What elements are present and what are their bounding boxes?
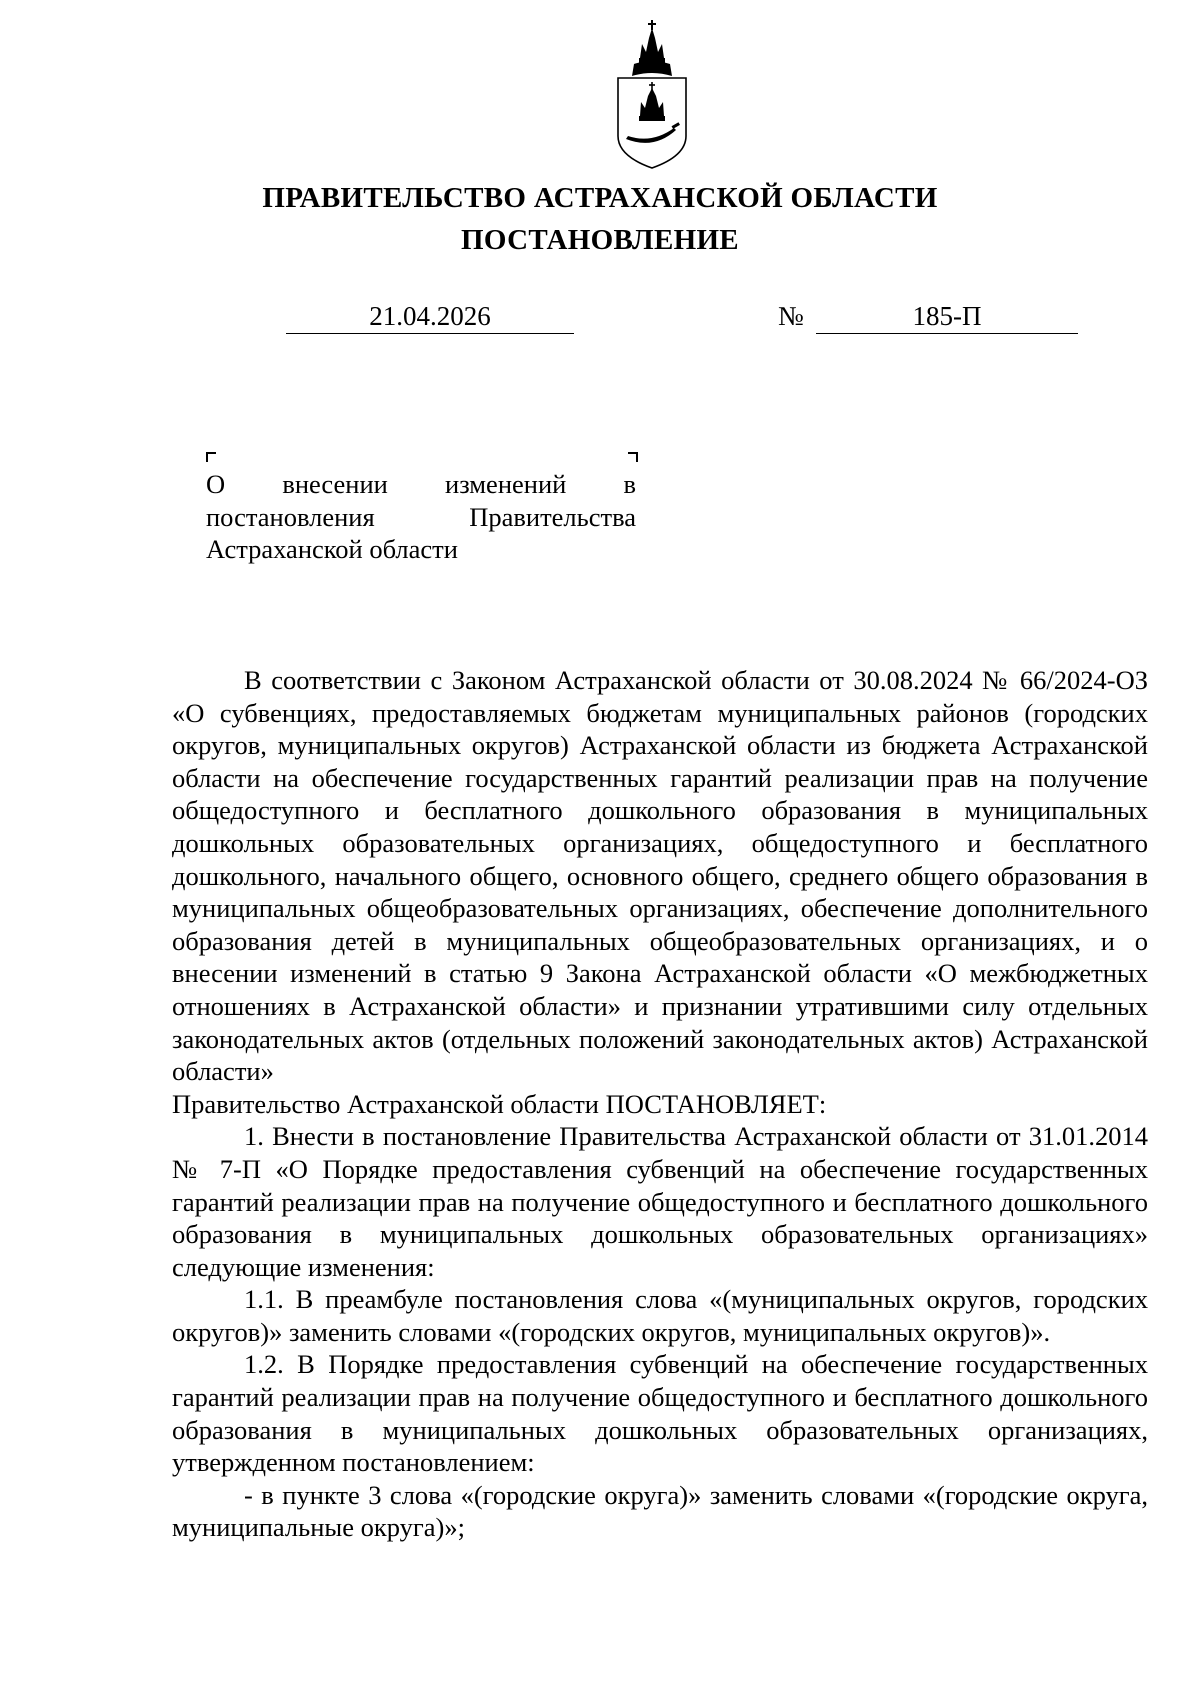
resolves-paragraph: Правительство Астраханской области ПОСТАНОВЛЯЕТ:: [172, 1088, 827, 1119]
clause-1-paragraph: 1. Внести в постановление Правительства Астраханской области от 31.01.2014 № 7-П «О Порядке предоставления субвенций на обеспечение государственных гарантий реализации прав на получение общедоступного и бесплатного дошкольного образования в муниципальных дошкольных образовательных организациях» следующие изменения:: [172, 1121, 1148, 1282]
clause-1-1-paragraph: 1.1. В преамбуле постановления слова «(муниципальных округов, городских округов)» заменить словами «(городских округов, муниципальных округов)».: [172, 1284, 1148, 1347]
clause-bullet-1-paragraph: - в пункте 3 слова «(городские округа)» заменить словами «(городские округа, муниципальные округа)»;: [172, 1479, 1148, 1543]
document-type-title: ПОСТАНОВЛЕНИЕ: [461, 224, 739, 256]
document-body: [172, 664, 1148, 1544]
subject-corner-mark-right: [628, 452, 638, 462]
number-sign: №: [778, 301, 804, 331]
document-subject: О внесении изменений в постановления Правительства Астраханской области: [206, 469, 636, 564]
clause-1-2-paragraph: 1.2. В Порядке предоставления субвенций на обеспечение государственных гарантий реализации прав на получение общедоступного и бесплатного дошкольного образования в муниципальных дошкольных образовательных организациях, утвержденном постановлением:: [172, 1349, 1148, 1478]
document-number: 185-П: [816, 299, 1078, 334]
preamble-paragraph: В соответствии с Законом Астраханской области от 30.08.2024 № 66/2024-ОЗ «О субвенциях, предоставляемых бюджетам муниципальных районов (городских округов, муниципальных округов) Астраханской области из бюджета Астраханской области на обеспечение государственных гарантий реализации прав на получение общедоступного и бесплатного дошкольного образования в муниципальных дошкольных образовательных организациях, общедоступного и бесплатного дошкольного, начального общего, основного общего, среднего общего образования в муниципальных общеобразовательных организациях, обеспечение дополнительного образования детей в муниципальных общеобразовательных организациях, и о внесении изменений в статью 9 Закона Астраханской области «О межбюджетных отношениях в Астраханской области» и признании утратившими силу отдельных законодательных актов (отдельных положений законодательных актов) Астраханской области»: [172, 665, 1148, 1087]
document-date: 21.04.2026: [286, 299, 574, 334]
coat-of-arms-icon: [612, 18, 692, 170]
organization-title: ПРАВИТЕЛЬСТВО АСТРАХАНСКОЙ ОБЛАСТИ: [262, 182, 938, 214]
subject-corner-mark-left: [206, 452, 216, 462]
